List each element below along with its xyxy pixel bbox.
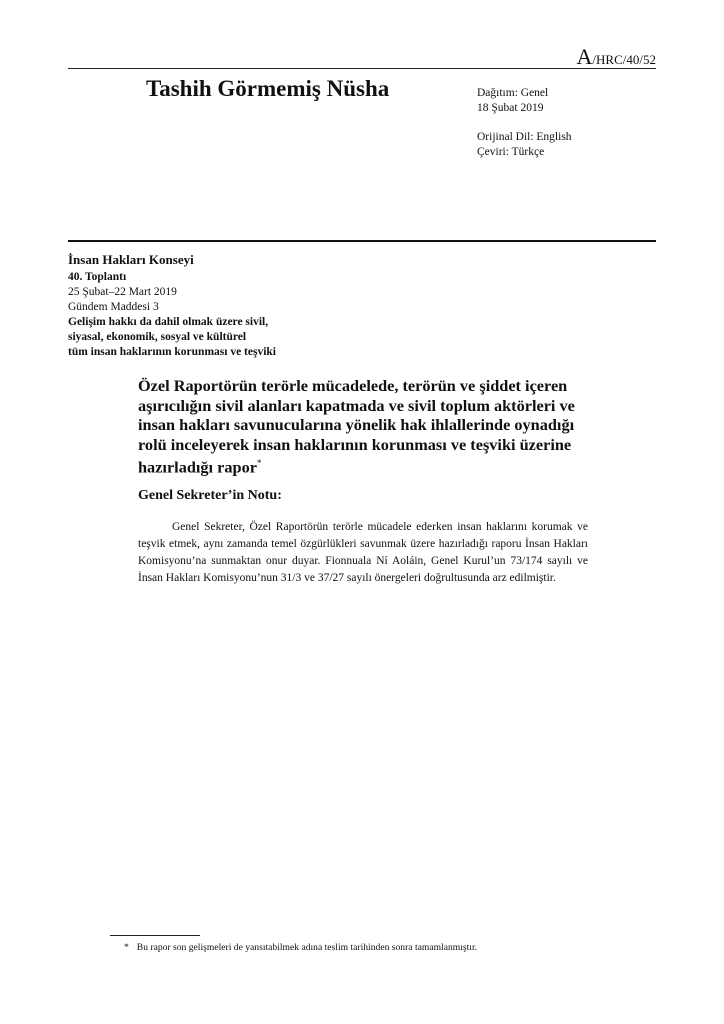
distribution-label: Dağıtım: Genel [477, 87, 549, 99]
original-language: Orijinal Dil: English [477, 131, 572, 143]
note-paragraph [138, 519, 588, 587]
distribution-block [477, 86, 548, 116]
section-rule [68, 240, 656, 242]
footnote-mark: * [124, 942, 129, 953]
note-paragraph-text: Genel Sekreter, Özel Raportörün terörle mücadele ederken insan haklarını korumak ve teşvik etmek, aynı zamanda temel özgürlükleri savunmak üzere hazırladığı raporu İnsan Hakları Komisyonu’na sunmaktan onur duyar. Fionnuala Ní Aoláin, Genel Kurul’un 73/174 sayılı ve İnsan Hakları Komisyonu’nun 31/3 ve 37/27 sayılı önergeleri doğrultusunda arz edilmiştir. [138, 521, 588, 584]
footnote-text: Bu rapor son gelişmeleri de yansıtabilmek adına teslim tarihinden sonra tamamlanmıştır. [136, 942, 478, 953]
session-dates: 25 Şubat–22 Mart 2019 [68, 286, 177, 298]
council-info [68, 252, 276, 360]
document-symbol-letter: A [576, 44, 593, 69]
agenda-title-line: Gelişim hakkı da dahil olmak üzere sivil, [68, 316, 269, 328]
page-title: Tashih Görmemiş Nüsha [146, 76, 390, 101]
issue-date: 18 Şubat 2019 [477, 102, 544, 114]
agenda-item: Gündem Maddesi 3 [68, 301, 159, 313]
document-symbol-code: /HRC/40/52 [592, 52, 656, 67]
agenda-title-line: tüm insan haklarının korunması ve teşviki [68, 346, 277, 358]
session-number: 40. Toplantı [68, 271, 127, 283]
footnote-reference[interactable]: * [256, 458, 262, 468]
report-title [138, 376, 578, 477]
agenda-title-line: siyasal, ekonomik, sosyal ve kültürel [68, 331, 247, 343]
footnote [124, 942, 477, 953]
note-heading: Genel Sekreter’in Notu: [138, 488, 282, 503]
footnote-rule [110, 935, 200, 936]
council-name: İnsan Hakları Konseyi [68, 252, 194, 267]
document-symbol [577, 44, 656, 70]
header-rule [68, 68, 656, 69]
translation-language: Çeviri: Türkçe [477, 146, 545, 158]
report-title-text: Özel Raportörün terörle mücadelede, terörün ve şiddet içeren aşırıcılığın sivil alanları kapatmada ve sivil toplum aktörleri ve insan hakları savunucularına yönelik hak ihlallerinde oynadığı rolü inceleyerek insan haklarının korunması ve teşviki üzerine hazırladığı rapor [138, 376, 575, 477]
language-block [477, 130, 572, 160]
